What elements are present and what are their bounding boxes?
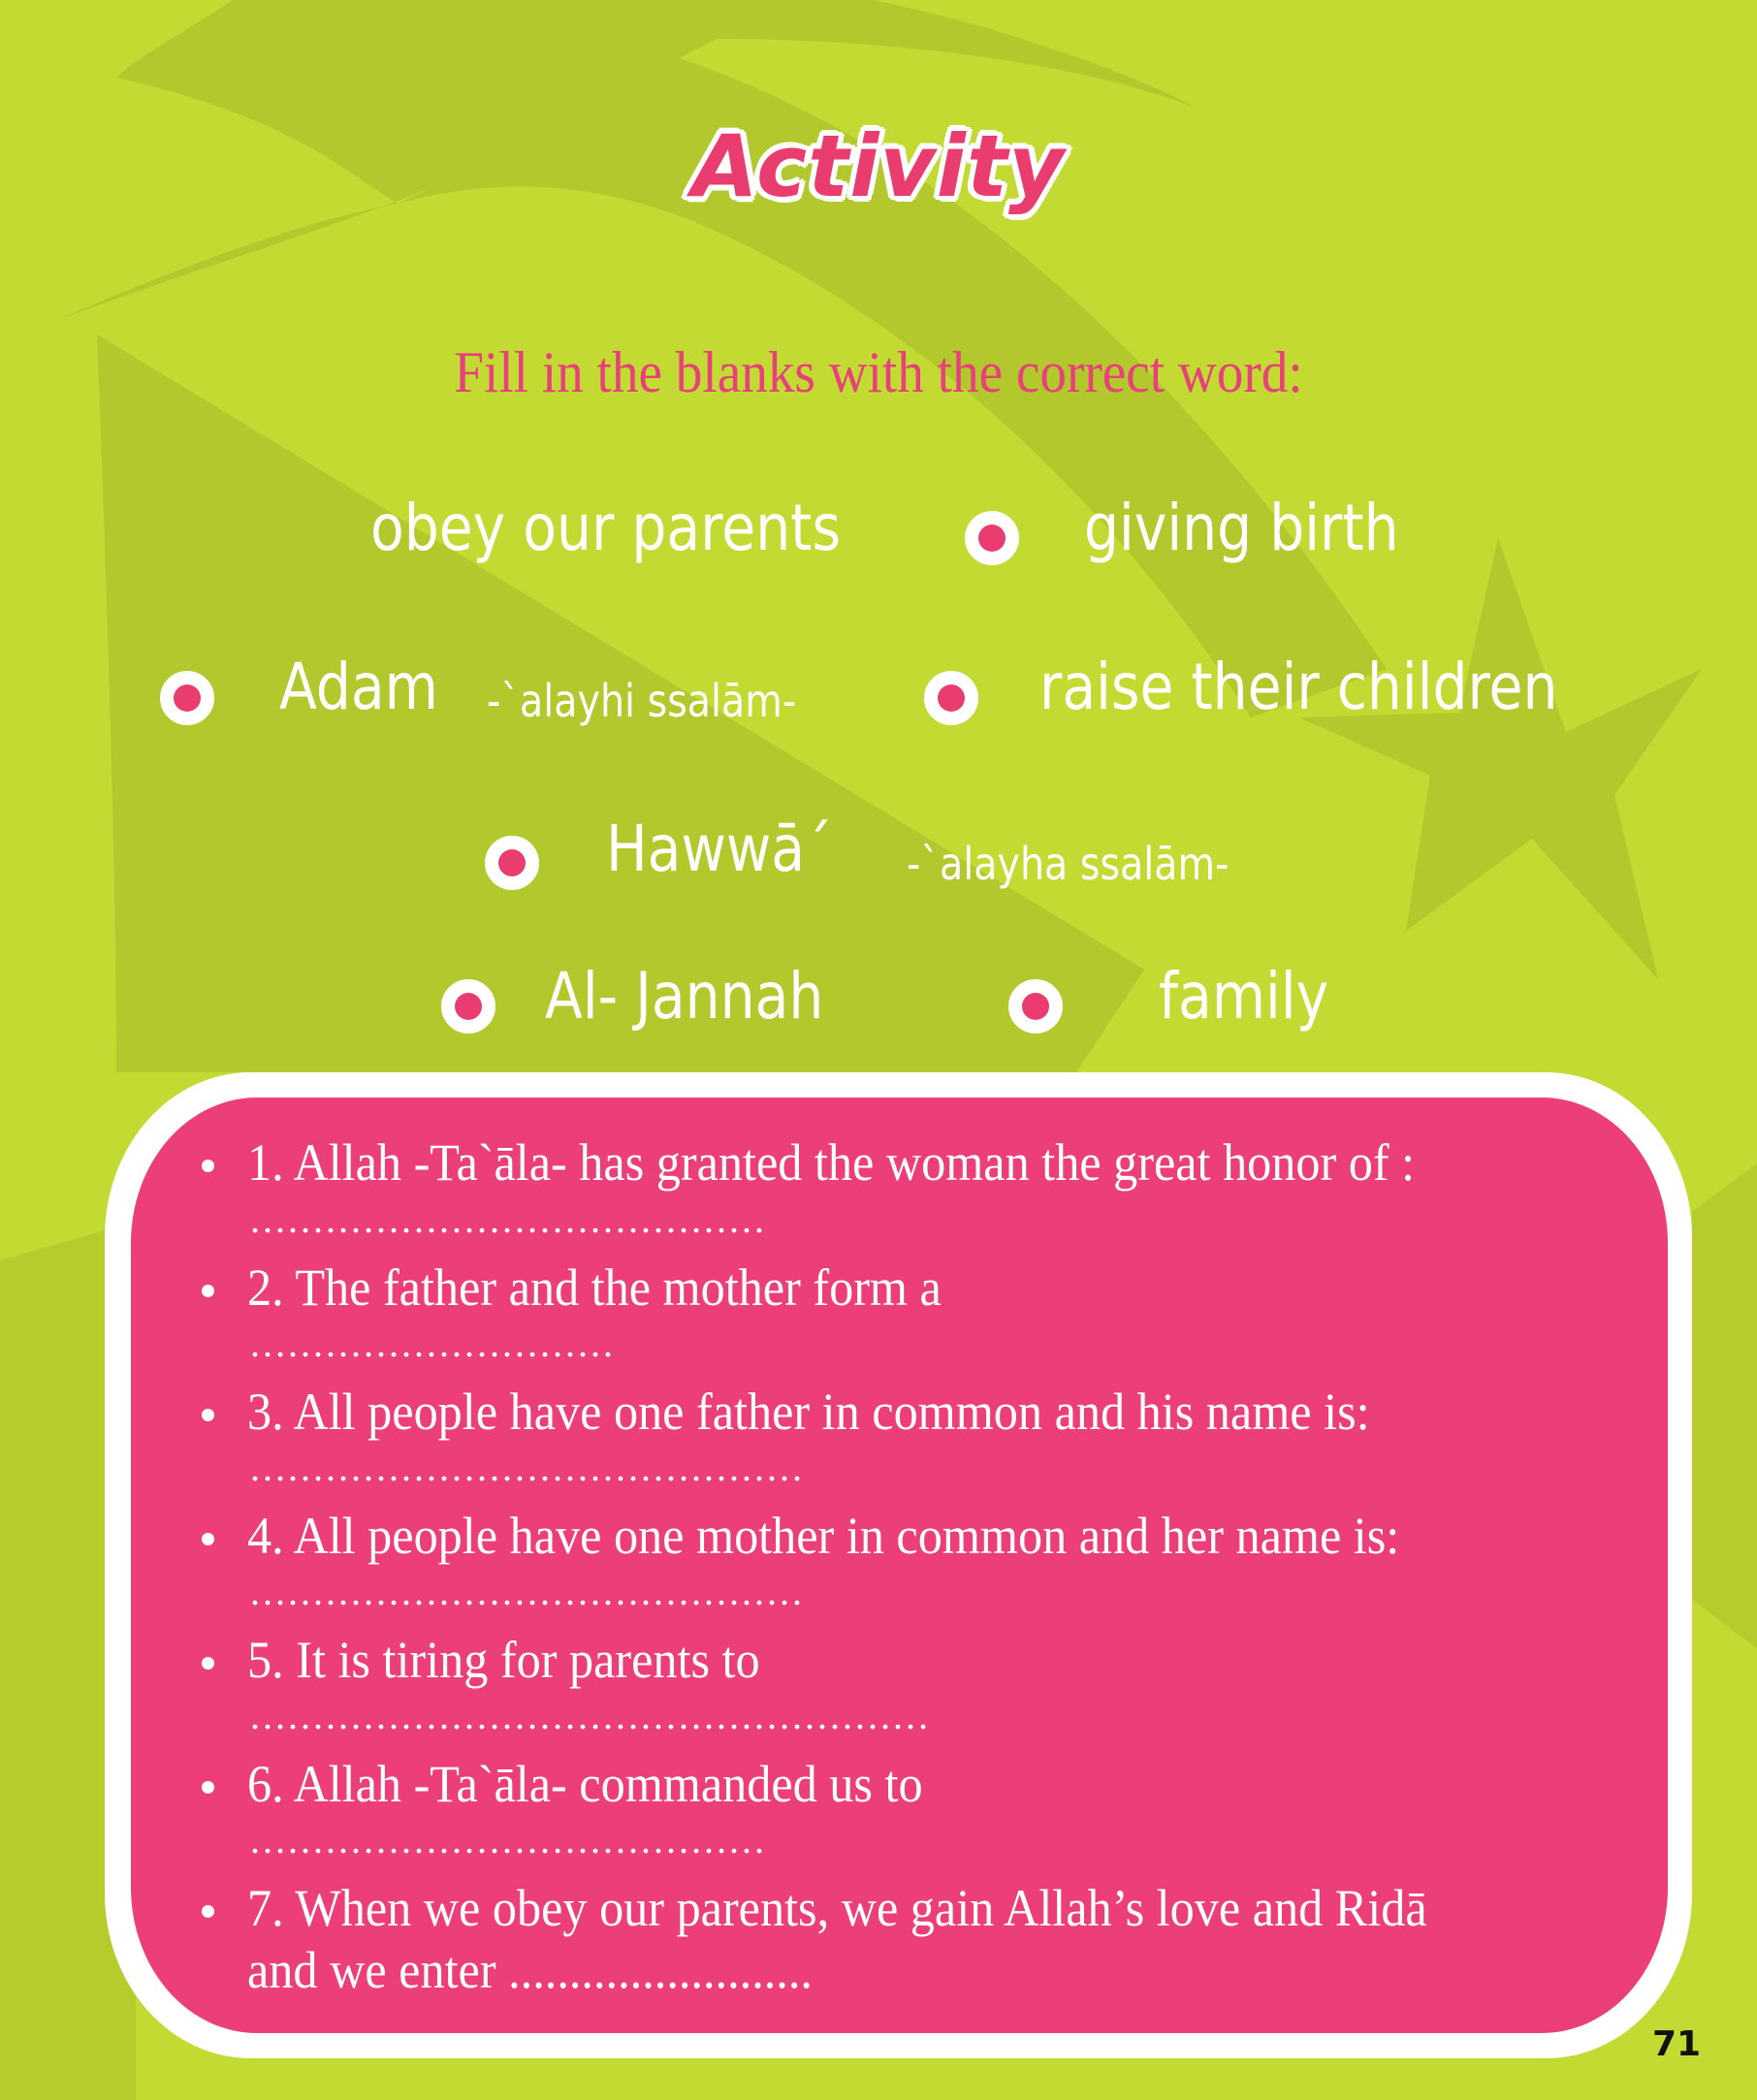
bullet-ring-icon <box>441 979 495 1034</box>
bullet-icon <box>202 1160 214 1172</box>
page-number: 71 <box>1652 2024 1702 2064</box>
bullet-ring-icon <box>160 671 214 725</box>
bullet-ring-icon <box>485 836 539 890</box>
answer-blank-5[interactable]: ...................................................... <box>250 1694 931 1737</box>
bullet-ring-icon <box>965 511 1019 565</box>
word-bank-item: obey our parents <box>370 491 842 565</box>
word-bank-item-suffix: -`alayha ssalām- <box>907 838 1230 890</box>
bullet-icon <box>202 1533 214 1545</box>
answer-blank-2[interactable]: ............................. <box>250 1321 616 1365</box>
lower-right-shape <box>1692 1163 1757 1648</box>
bullet-icon <box>202 1905 214 1918</box>
question-6: 6. Allah -Ta`āla- commanded us to <box>247 1755 923 1813</box>
word-bank-item-suffix: -`alayhi ssalām- <box>487 675 797 727</box>
bullet-icon <box>202 1657 214 1670</box>
bullet-ring-icon <box>924 671 978 725</box>
answer-blank-4[interactable]: ............................................ <box>250 1570 805 1613</box>
bullet-ring-icon <box>1008 979 1063 1034</box>
word-bank-item: giving birth <box>1084 491 1399 565</box>
answer-blank-1[interactable]: ......................................... <box>250 1197 767 1241</box>
question-1: 1. Allah -Ta`āla- has granted the woman the great honor of : <box>247 1133 1416 1192</box>
answer-blank-6[interactable]: ......................................... <box>250 1818 767 1861</box>
word-bank-item: family <box>1159 959 1329 1034</box>
bullet-icon <box>202 1781 214 1794</box>
bullet-icon <box>202 1409 214 1421</box>
bullet-icon <box>202 1285 214 1297</box>
question-7-continuation[interactable]: and we enter ......................... <box>247 1941 813 1999</box>
instruction-text: Fill in the blanks with the correct word: <box>454 340 1303 404</box>
star-shape <box>1299 538 1702 979</box>
word-bank-item: raise their children <box>1039 650 1558 724</box>
question-7: 7. When we obey our parents, we gain Allah’s love and Ridā <box>247 1879 1427 1937</box>
question-2: 2. The father and the mother form a <box>247 1258 942 1317</box>
answer-blank-3[interactable]: ............................................ <box>250 1446 805 1489</box>
question-4: 4. All people have one mother in common and her name is: <box>247 1507 1400 1565</box>
page-title: Activity <box>691 116 1066 216</box>
word-bank-item: Hawwā´ <box>606 811 833 886</box>
question-3: 3. All people have one father in common and his name is: <box>247 1383 1370 1441</box>
word-bank-item: Adam <box>279 650 438 724</box>
question-5: 5. It is tiring for parents to <box>247 1631 760 1689</box>
word-bank-item: Al- Jannah <box>545 959 824 1034</box>
